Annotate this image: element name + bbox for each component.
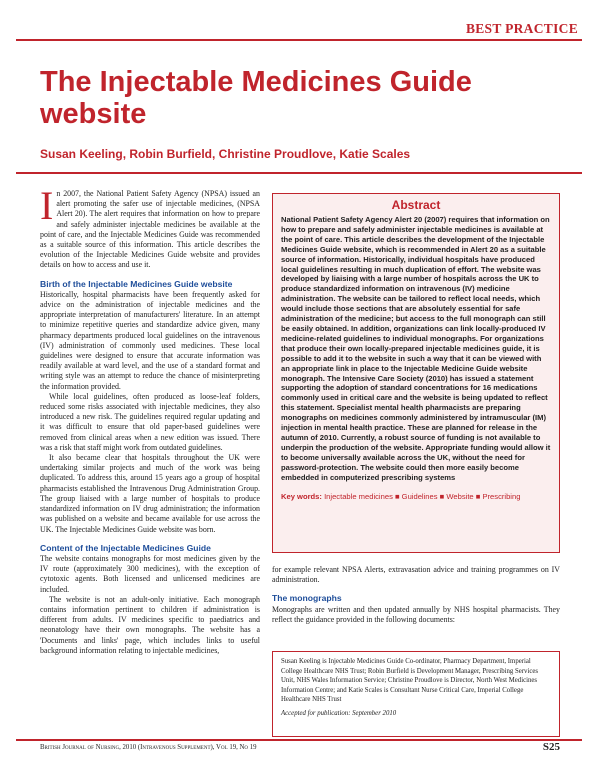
intro-text: n 2007, the National Patient Safety Agency (NPSA) issued an alert promoting the safer use of injectable medicines, (NPSA Alert 20). The alert requires that information on how to prepare and safely administer injectable medicines be available at the point of care, and the Injectable Medicines Guide was recommended as a suitable source of this information. This article describes the evolution of the Injectable Medicines Guide website and provides details on how to access and use it. [40,189,260,270]
heading-birth: Birth of the Injectable Medicines Guide website [40,278,233,289]
paragraph: The website is not an adult-only initiative. Each monograph contains information pertinent to children if administration is different from adults. IV medicines specific to paediatrics and neonatology have their own monographs. The website has a 'Documents and links' page, which includes links to useful background information relating to injectable medicines, [40,594,260,655]
drop-cap: I [40,183,54,228]
abstract-box [272,193,560,553]
title-rule [16,172,582,174]
left-column [40,183,260,656]
paragraph: The website contains monographs for most medicines given by the IV route (approximately 300 medicines), with the exception of cytotoxic agents. Both licensed and unlicensed medicines are included. [40,553,260,594]
footer-rule [16,739,582,741]
header-rule [16,39,582,41]
footer-journal: British Journal of Nursing, 2010 (Intravenous Supplement), Vol 19, No 19 [40,744,257,751]
paragraph: Monographs are written and then updated annually by NHS hospital pharmacists. They reflect the guidance provided in the following documents: [272,604,560,624]
heading-content: Content of the Injectable Medicines Guide [40,542,211,553]
page-number: S25 [542,741,560,753]
keywords [281,492,551,501]
heading-monographs: The monographs [272,593,342,604]
paragraph: for example relevant NPSA Alerts, extravasation advice and training programmes on IV administration. [272,565,560,585]
authors: Susan Keeling, Robin Burfield, Christine Proudlove, Katie Scales [40,147,411,161]
article-title: The Injectable Medicines Guide website [40,66,472,130]
section-label: BEST PRACTICE [465,21,578,36]
author-info-text: Susan Keeling is Injectable Medicines Guide Co-ordinator, Pharmacy Department, Imperial College Healthcare NHS Trust; Robin Burfield is Development Manager, Prescribing Services Unit, NHS Wales Information Service; Christine Proudlove is Director, North West Medicines Information Centre; and Katie Scales is Consultant Nurse Critical Care, Imperial College Healthcare NHS Trust [281,658,539,704]
intro-paragraph [40,183,260,271]
keywords-list: Injectable medicines ■ Guidelines ■ Website ■ Prescribing [324,492,521,502]
abstract-heading: Abstract [391,198,441,212]
paragraph: Historically, hospital pharmacists have been frequently asked for advice on the administration of injectable medicines and the appropriate interpretation of manufacturers' literature. In an attempt to minimize repetitive queries and standardize advice given, many pharmacy departments produced local guidelines on the intravenous (IV) administration of commonly used medicines. These local guidelines were designed to ensure that accurate information was readily available at ward level, and the use of a standard format and writing style was an attempt to reduce the chance of misinterpreting the information provided. [40,289,260,391]
right-column [272,565,560,625]
keywords-label: Key words: [281,492,322,502]
paragraph: It also became clear that hospitals throughout the UK were undertaking similar projects and much of the work was being duplicated. To address this, around 15 years ago a group of hospital pharmacists established the Intravenous Drug Administration Group. The group liaised with a large number of hospitals to produce standardized information on IV drug administration; the information was published on a website and became available for use across the UK. The Injectable Medicines Guide website was born. [40,453,260,534]
paragraph: While local guidelines, often produced as loose-leaf folders, reduced some risks associated with injectable medicines, they also introduced a new risk. The guidelines required regular updating and it was difficult to ensure that old paper-based guidelines were removed from clinical areas when a new edition was issued. There was a risk that staff might work from outdated guidelines. [40,391,260,452]
author-info-box [272,651,560,737]
abstract-body: National Patient Safety Agency Alert 20 (2007) requires that information on how to prepare and safely administer injectable medicines is available at the point of care. This article describes the development of the Injectable Medicines Guide website, which is recommended in Alert 20 as a suitable source of information. Historically, individual hospitals have produced local guidelines resulting in much duplication of effort. The website was developed by liaising with a large number of hospitals across the UK to produce standardized information on intravenous (IV) medicine administration. The website can be tailored to reflect local needs, which would include those sections that are absolutely essential for safe administration of the medicine; but access to the full monograph can still be easily obtained. In addition, organizations can link locally-produced IV medicine-related guidelines to individual monographs. For organizations that produce their own locally-prepared injectable medicines guide, it is possible to add it to the website in such a way that it can be viewed with an appropriate link in place to the Injectable Medicine Guide website monograph. The Intensive Care Society (2010) has issued a statement supporting the adoption of standard concentrations for 16 medications commonly used in critical care and the website is being updated to reflect this statement. Specialist mental health pharmacists are preparing monographs on medicines commonly administered by intramuscular (IM) injection in mental health practice. These are planned for release in the autumn of 2010. Currently, a robust source of funding is not available to underpin the production of the website. Appropriate funding would allow it to become universally available across the UK, without the need for password-protection. The website could then more easily become embedded in computerized prescribing systems [281,215,551,482]
accepted-date: Accepted for publication: September 2010 [281,709,397,717]
